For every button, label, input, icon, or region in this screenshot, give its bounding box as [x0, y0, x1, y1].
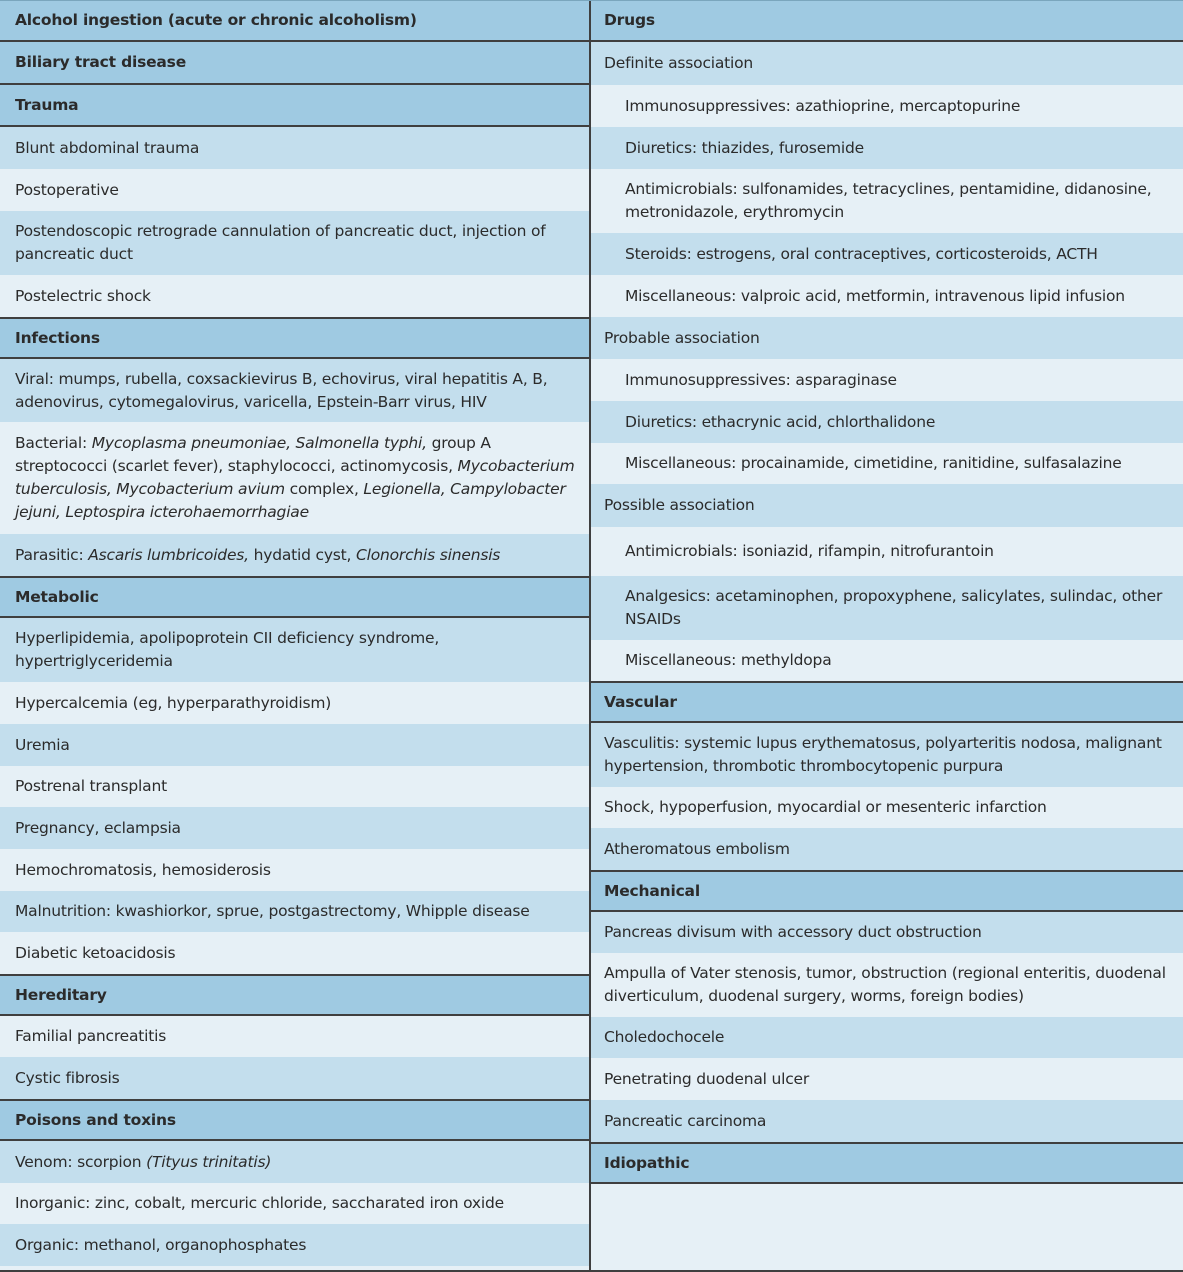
- row-text: Miscellaneous: valproic acid, metformin, intravenous lipid infusion: [625, 286, 1125, 305]
- table-row: [591, 401, 1183, 443]
- table-row: [591, 42, 1183, 85]
- table-row: [591, 443, 1183, 484]
- category-header: [0, 974, 589, 1016]
- category-header: [0, 85, 589, 127]
- table-row: [0, 211, 589, 275]
- table-row: [0, 1183, 589, 1224]
- row-text: Postrenal transplant: [15, 777, 167, 795]
- row-text: Postoperative: [15, 180, 119, 199]
- row-text: Definite association: [604, 54, 754, 72]
- row-text: Hyperlipidemia, apolipoprotein CII deficiency syndrome, hypertriglyceridemia: [15, 629, 440, 670]
- table-row: [0, 275, 589, 317]
- table-row: [0, 932, 589, 974]
- table-row: [0, 682, 589, 724]
- row-text: Miscellaneous: methyldopa: [625, 651, 832, 669]
- table-row: [0, 849, 589, 891]
- category-header: [591, 1, 1183, 42]
- row-text: Idiopathic: [604, 1153, 690, 1172]
- row-text: Pregnancy, eclampsia: [15, 818, 181, 837]
- table-row: [591, 787, 1183, 828]
- row-text: Diabetic ketoacidosis: [15, 943, 176, 962]
- table-row: [0, 127, 589, 169]
- row-text: Choledochocele: [604, 1028, 725, 1046]
- row-text: Alcohol ingestion (acute or chronic alcoholism): [15, 11, 417, 29]
- row-text: Infections: [15, 328, 100, 347]
- row-text: Parasitic: Ascaris lumbricoides, hydatid cyst, Clonorchis sinensis: [15, 545, 501, 564]
- table-row: [0, 1141, 589, 1183]
- table-row: [591, 169, 1183, 233]
- row-text: Familial pancreatitis: [15, 1027, 167, 1045]
- row-text: Shock, hypoperfusion, myocardial or mesenteric infarction: [604, 798, 1047, 816]
- row-text: Antimicrobials: sulfonamides, tetracyclines, pentamidine, didanosine, metronidazole, erythromycin: [625, 180, 1152, 221]
- row-text: Metabolic: [15, 587, 99, 606]
- table-row: [591, 317, 1183, 359]
- table-row: [591, 953, 1183, 1017]
- table-row: [0, 169, 589, 211]
- table-row: [591, 233, 1183, 275]
- row-text: Cystic fibrosis: [15, 1068, 120, 1087]
- table-row: [0, 359, 589, 422]
- row-text: Possible association: [604, 496, 755, 514]
- row-text: Probable association: [604, 328, 760, 347]
- table-row: [591, 275, 1183, 317]
- row-text: Drugs: [604, 11, 655, 29]
- table-row: [0, 1057, 589, 1099]
- table-row: [0, 1016, 589, 1057]
- left-column: [0, 1, 591, 1270]
- table-row: [0, 534, 589, 576]
- row-text: Diuretics: thiazides, furosemide: [625, 138, 865, 157]
- table-row: [591, 576, 1183, 640]
- table-row: [591, 1017, 1183, 1058]
- row-text: Poisons and toxins: [15, 1110, 176, 1129]
- row-text: Inorganic: zinc, cobalt, mercuric chloride, saccharated iron oxide: [15, 1194, 504, 1212]
- table-row: [591, 912, 1183, 953]
- table-row: [591, 359, 1183, 401]
- row-text: Vasculitis: systemic lupus erythematosus, polyarteritis nodosa, malignant hypertension, thrombotic thrombocytopenic purpura: [604, 734, 1162, 775]
- category-header: [591, 681, 1183, 723]
- table-row: [0, 766, 589, 807]
- table-row: [591, 484, 1183, 527]
- row-text: Miscellaneous: procainamide, cimetidine, ranitidine, sulfasalazine: [625, 454, 1122, 472]
- row-text: Trauma: [15, 95, 79, 114]
- table-row: [0, 618, 589, 682]
- row-text: Organic: methanol, organophosphates: [15, 1235, 307, 1254]
- row-text: Immunosuppressives: azathioprine, mercaptopurine: [625, 96, 1021, 115]
- category-header: [591, 870, 1183, 912]
- category-header: [0, 317, 589, 359]
- row-text: Blunt abdominal trauma: [15, 138, 200, 157]
- category-header: [591, 1142, 1183, 1184]
- table-row: [591, 828, 1183, 870]
- empty-cell: [591, 1184, 1183, 1270]
- row-text: Pancreatic carcinoma: [604, 1111, 767, 1130]
- table-row: [0, 724, 589, 766]
- row-text: Penetrating duodenal ulcer: [604, 1069, 810, 1088]
- table-row: [591, 640, 1183, 681]
- table-row: [0, 1224, 589, 1266]
- row-text: Ampulla of Vater stenosis, tumor, obstruction (regional enteritis, duodenal diverticulum, duodenal surgery, worms, foreign bodies): [604, 964, 1166, 1005]
- table-row: [591, 85, 1183, 127]
- row-text: Mechanical: [604, 881, 700, 900]
- row-text: Antimicrobials: isoniazid, rifampin, nitrofurantoin: [625, 542, 994, 560]
- row-text: Postelectric shock: [15, 286, 151, 305]
- row-text: Biliary tract disease: [15, 53, 187, 71]
- row-text: Analgesics: acetaminophen, propoxyphene, salicylates, sulindac, other NSAIDs: [625, 587, 1163, 628]
- row-text: Atheromatous embolism: [604, 839, 790, 858]
- table-row: [591, 1058, 1183, 1100]
- table-row: [0, 422, 589, 534]
- row-text: Bacterial: Mycoplasma pneumoniae, Salmonella typhi, group A streptococci (scarlet fever), staphylococci, actinomycosis, Mycobacterium tuberculosis, Mycobacterium avium complex, Legionella, Campylobacter jejuni, Leptospira icterohaemorrhagiae: [15, 434, 575, 521]
- row-text: Hereditary: [15, 985, 107, 1004]
- table-row: [591, 723, 1183, 787]
- row-text: Viral: mumps, rubella, coxsackievirus B, echovirus, viral hepatitis A, B, adenovirus, cytomegalovirus, varicella, Epstein-Barr virus, HIV: [15, 369, 548, 411]
- table-row: [0, 807, 589, 849]
- category-header: [0, 1, 589, 42]
- category-header: [0, 42, 589, 85]
- table-row: [591, 1100, 1183, 1142]
- table-row: [591, 127, 1183, 169]
- row-text: Diuretics: ethacrynic acid, chlorthalidone: [625, 412, 936, 431]
- row-text: Malnutrition: kwashiorkor, sprue, postgastrectomy, Whipple disease: [15, 902, 530, 920]
- right-column: [591, 1, 1183, 1270]
- row-text: Steroids: estrogens, oral contraceptives, corticosteroids, ACTH: [625, 244, 1098, 263]
- row-text: Hypercalcemia (eg, hyperparathyroidism): [15, 693, 332, 712]
- row-text: Immunosuppressives: asparaginase: [625, 370, 897, 389]
- category-header: [0, 576, 589, 618]
- row-text: Postendoscopic retrograde cannulation of pancreatic duct, injection of pancreatic duct: [15, 222, 546, 263]
- row-text: Pancreas divisum with accessory duct obstruction: [604, 923, 982, 941]
- row-text: Vascular: [604, 692, 677, 711]
- row-text: Uremia: [15, 735, 70, 754]
- table-row: [0, 891, 589, 932]
- category-header: [0, 1099, 589, 1141]
- row-text: Venom: scorpion (Tityus trinitatis): [15, 1152, 272, 1171]
- row-text: Hemochromatosis, hemosiderosis: [15, 860, 271, 879]
- table-row: [591, 527, 1183, 576]
